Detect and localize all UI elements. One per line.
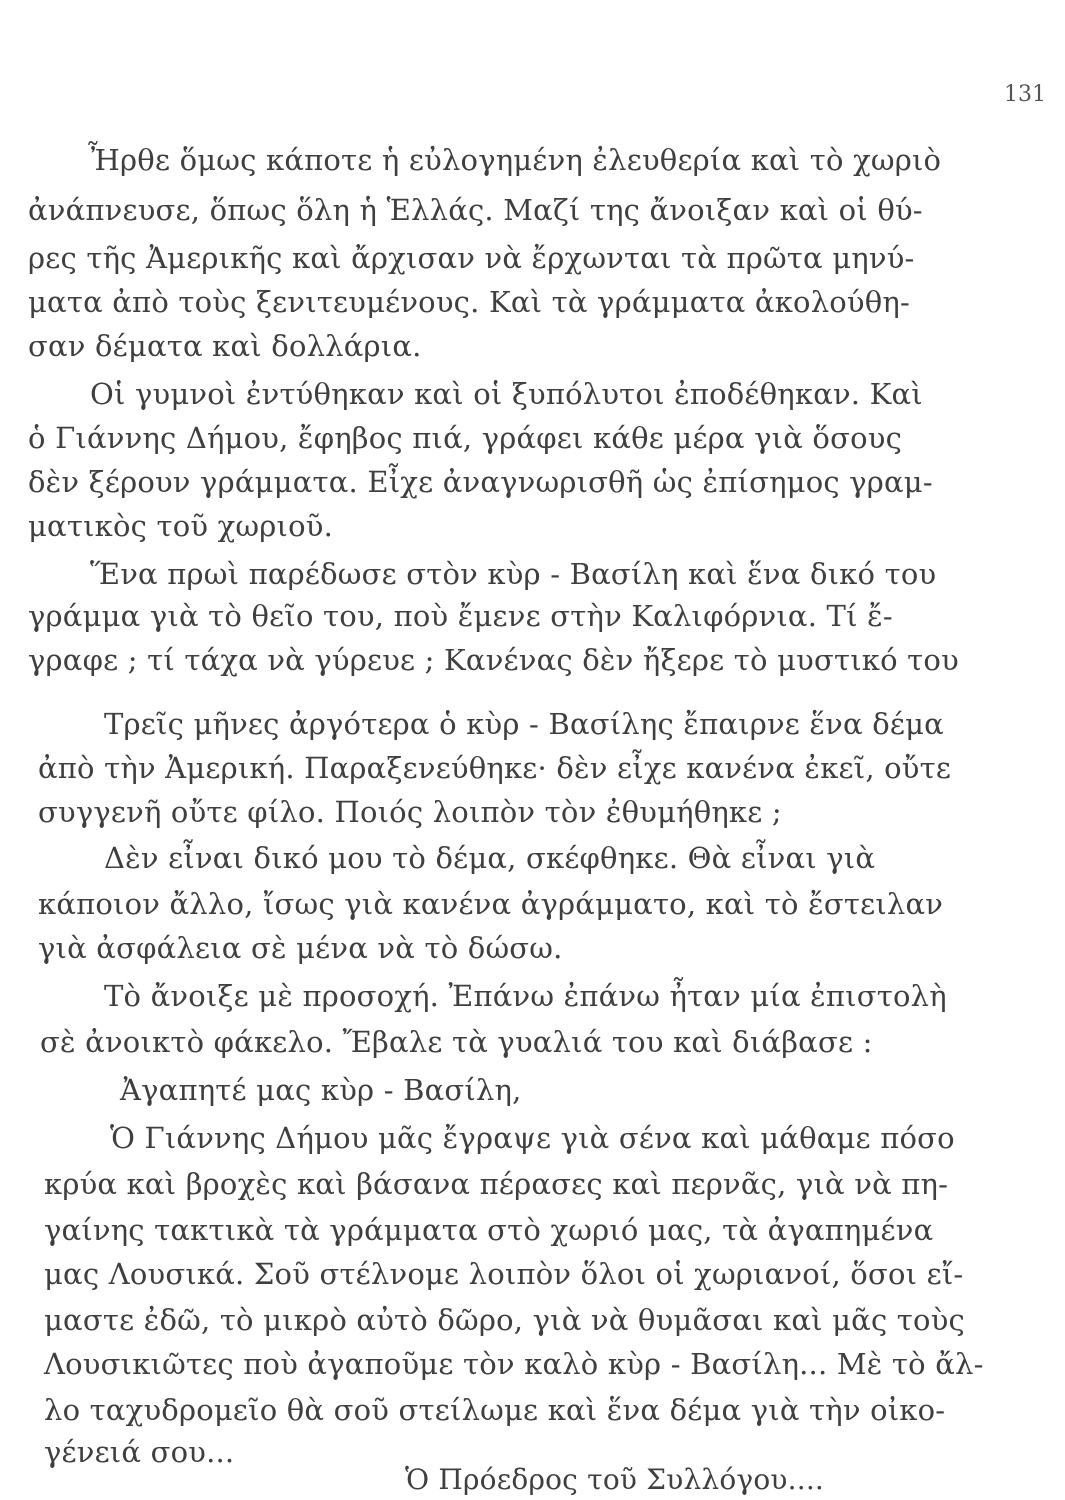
text-line: κάποιον ἄλλο, ἴσως γιὰ κανένα ἀγράμματο, καὶ τὸ ἔστειλαν [38, 887, 944, 921]
text-line: ματικὸς τοῦ χωριοῦ. [28, 509, 333, 543]
text-line: γαίνης τακτικὰ τὰ γράμματα στὸ χωριό μας, τὰ ἀγαπημένα [44, 1213, 934, 1247]
text-line: σὲ ἀνοικτὸ φάκελο. Ἔβαλε τὰ γυαλιά του καὶ διάβασε : [40, 1025, 873, 1059]
text-line: ἀνάπνευσε, ὅπως ὅλη ἡ Ἑλλάς. Μαζί της ἄνοιξαν καὶ οἱ θύ- [28, 193, 923, 227]
text-line: λο ταχυδρομεῖο θὰ σοῦ στείλωμε καὶ ἕνα δέμα γιὰ τὴν οἰκο- [44, 1393, 946, 1427]
text-line: συγγενῆ οὔτε φίλο. Ποιός λοιπὸν τὸν ἐθυμήθηκε ; [38, 795, 782, 829]
text-line: Τρεῖς μῆνες ἀργότερα ὁ κὺρ - Βασίλης ἔπαιρνε ἕνα δέμα [104, 707, 944, 741]
text-line: μας Λουσικά. Σοῦ στέλνομε λοιπὸν ὅλοι οἱ χωριανοί, ὅσοι εἴ- [44, 1257, 964, 1291]
text-line: Ὁ Γιάννης Δήμου μᾶς ἔγραψε γιὰ σένα καὶ μάθαμε πόσο [110, 1121, 955, 1155]
text-line: γραφε ; τί τάχα νὰ γύρευε ; Κανένας δὲν ἤξερε τὸ μυστικό του [28, 643, 959, 677]
text-line: ματα ἀπὸ τοὺς ξενιτευμένους. Καὶ τὰ γράμματα ἀκολούθη- [28, 285, 910, 319]
text-line: Δὲν εἶναι δικό μου τὸ δέμα, σκέφθηκε. Θὰ εἶναι γιὰ [104, 841, 876, 875]
text-line: ἀπὸ τὴν Ἀμερική. Παραξενεύθηκε· δὲν εἶχε κανένα ἐκεῖ, οὔτε [38, 751, 952, 785]
text-line: δὲν ξέρουν γράμματα. Εἶχε ἀναγνωρισθῆ ὡς ἐπίσημος γραμ- [28, 465, 933, 499]
text-line: κρύα καὶ βροχὲς καὶ βάσανα πέρασες καὶ περνᾶς, γιὰ νὰ πη- [44, 1167, 949, 1201]
text-line: ὁ Γιάννης Δήμου, ἔφηβος πιά, γράφει κάθε μέρα γιὰ ὅσους [28, 421, 903, 455]
text-line: σαν δέματα καὶ δολλάρια. [28, 329, 422, 363]
page-number: 131 [1004, 82, 1046, 107]
text-line: γένειά σου... [44, 1435, 235, 1469]
text-line: Ἦρθε ὅμως κάποτε ἡ εὐλογημένη ἐλευθερία καὶ τὸ χωριὸ [88, 143, 942, 177]
text-line: γράμμα γιὰ τὸ θεῖο του, ποὺ ἔμενε στὴν Καλιφόρνια. Τί ἔ- [28, 599, 893, 633]
text-line: Ἕνα πρωὶ παρέδωσε στὸν κὺρ - Βασίλη καὶ ἕνα δικό του [90, 557, 937, 591]
text-line: Λουσικιῶτες ποὺ ἀγαποῦμε τὸν καλὸ κὺρ - Βασίλη... Μὲ τὸ ἄλ- [44, 1347, 984, 1381]
text-line: μαστε ἐδῶ, τὸ μικρὸ αὐτὸ δῶρο, γιὰ νὰ θυμᾶσαι καὶ μᾶς τοὺς [44, 1303, 965, 1337]
letter-salutation: Ἀγαπητέ μας κὺρ - Βασίλη, [120, 1073, 522, 1107]
text-line: γιὰ ἀσφάλεια σὲ μένα νὰ τὸ δώσω. [38, 931, 563, 965]
text-line: ρες τῆς Ἀμερικῆς καὶ ἄρχισαν νὰ ἔρχωνται τὰ πρῶτα μηνύ- [28, 241, 915, 275]
letter-signature: Ὁ Πρόεδρος τοῦ Συλλόγου.... [405, 1463, 825, 1496]
text-line: Οἱ γυμνοὶ ἐντύθηκαν καὶ οἱ ξυπόλυτοι ἐποδέθηκαν. Καὶ [90, 377, 923, 411]
text-line: Τὸ ἄνοιξε μὲ προσοχή. Ἐπάνω ἐπάνω ἦταν μία ἐπιστολὴ [104, 979, 947, 1013]
